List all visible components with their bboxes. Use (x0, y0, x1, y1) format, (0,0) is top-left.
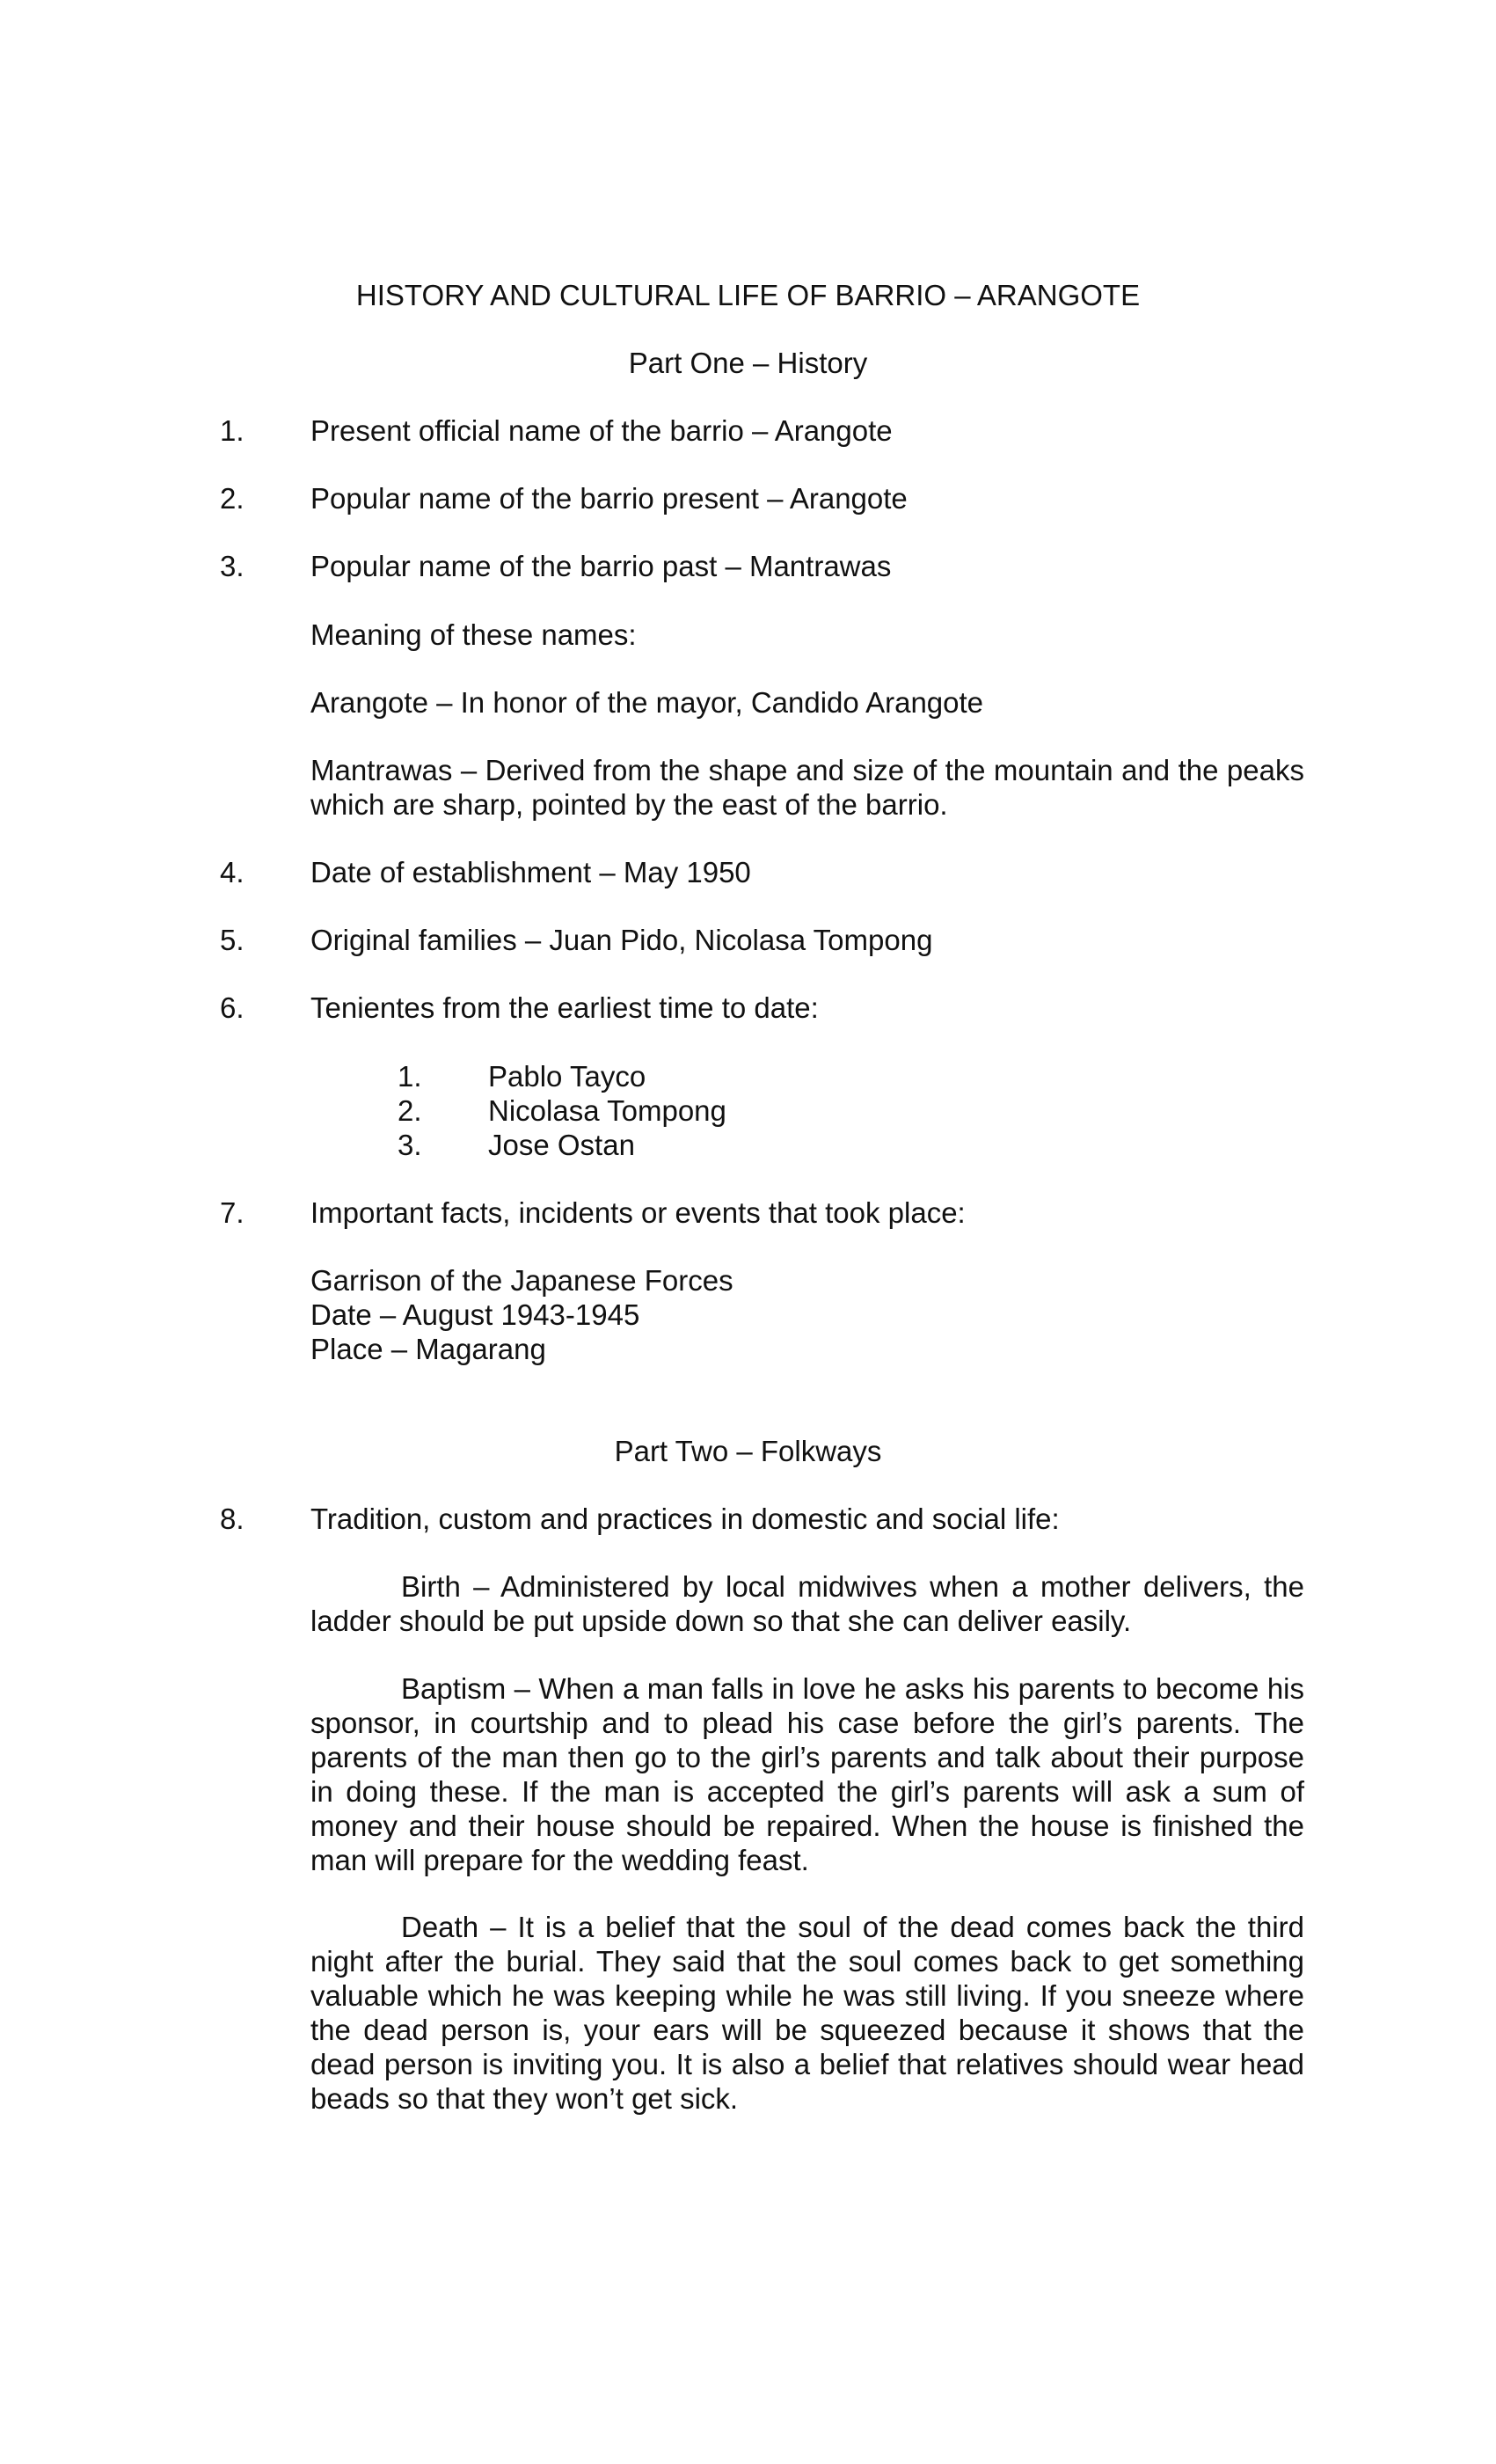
item-number: 4. (220, 856, 244, 888)
item-number: 2. (220, 482, 244, 515)
teniente-name: Nicolasa Tompong (488, 1094, 726, 1127)
item-number: 5. (220, 924, 244, 956)
item-text: Popular name of the barrio past – Mantrawas (310, 550, 892, 582)
teniente-number: 1. (398, 1060, 422, 1093)
birth-paragraph: Birth – Administered by local midwives when a mother delivers, the ladder should be put upside down so that she can deliver easily. (310, 1570, 1304, 1637)
item-number: 7. (220, 1196, 244, 1229)
item-text: Original families – Juan Pido, Nicolasa Tompong (310, 924, 933, 956)
item-number: 6. (220, 991, 244, 1024)
teniente-name: Pablo Tayco (488, 1060, 646, 1093)
event-line: Date – August 1943-1945 (310, 1298, 640, 1331)
item-text: Tradition, custom and practices in domestic and social life: (310, 1503, 1060, 1535)
meaning-mantrawas: Mantrawas – Derived from the shape and size of the mountain and the peaks which are sharp, pointed by the east of the barrio. (310, 754, 1304, 821)
event-line: Place – Magarang (310, 1333, 546, 1365)
item-text: Tenientes from the earliest time to date: (310, 991, 819, 1024)
teniente-number: 2. (398, 1094, 422, 1127)
item-text: Present official name of the barrio – Arangote (310, 414, 893, 447)
item-text: Popular name of the barrio present – Arangote (310, 482, 908, 515)
item-number: 3. (220, 550, 244, 582)
part-one-heading: Part One – History (628, 347, 868, 379)
teniente-name: Jose Ostan (488, 1129, 635, 1161)
meaning-heading: Meaning of these names: (310, 618, 637, 651)
teniente-number: 3. (398, 1129, 422, 1161)
death-paragraph: Death – It is a belief that the soul of the dead comes back the third night after the burial. They said that the soul comes back to get something valuable which he was keeping while he was still living. If you sneeze where the dead person is, your ears will be squeezed because it shows that the dead person is inviting you. It is also a belief that relatives should wear head beads so that they won’t get sick. (310, 1911, 1304, 2115)
meaning-arangote: Arangote – In honor of the mayor, Candido Arangote (310, 686, 984, 719)
item-text: Important facts, incidents or events that took place: (310, 1196, 966, 1229)
document-title: HISTORY AND CULTURAL LIFE OF BARRIO – ARANGOTE (355, 279, 1141, 311)
item-number: 8. (220, 1503, 244, 1535)
event-line: Garrison of the Japanese Forces (310, 1264, 733, 1297)
item-text: Date of establishment – May 1950 (310, 856, 751, 888)
item-number: 1. (220, 414, 244, 447)
baptism-paragraph: Baptism – When a man falls in love he asks his parents to become his sponsor, in courtship and to plead his case before the girl’s parents. The parents of the man then go to the girl’s parents and talk about their purpose in doing these. If the man is accepted the girl’s parents will ask a sum of money and their house should be repaired. When the house is finished the man will prepare for the wedding feast. (310, 1672, 1304, 1876)
part-two-heading: Part Two – Folkways (614, 1435, 882, 1467)
